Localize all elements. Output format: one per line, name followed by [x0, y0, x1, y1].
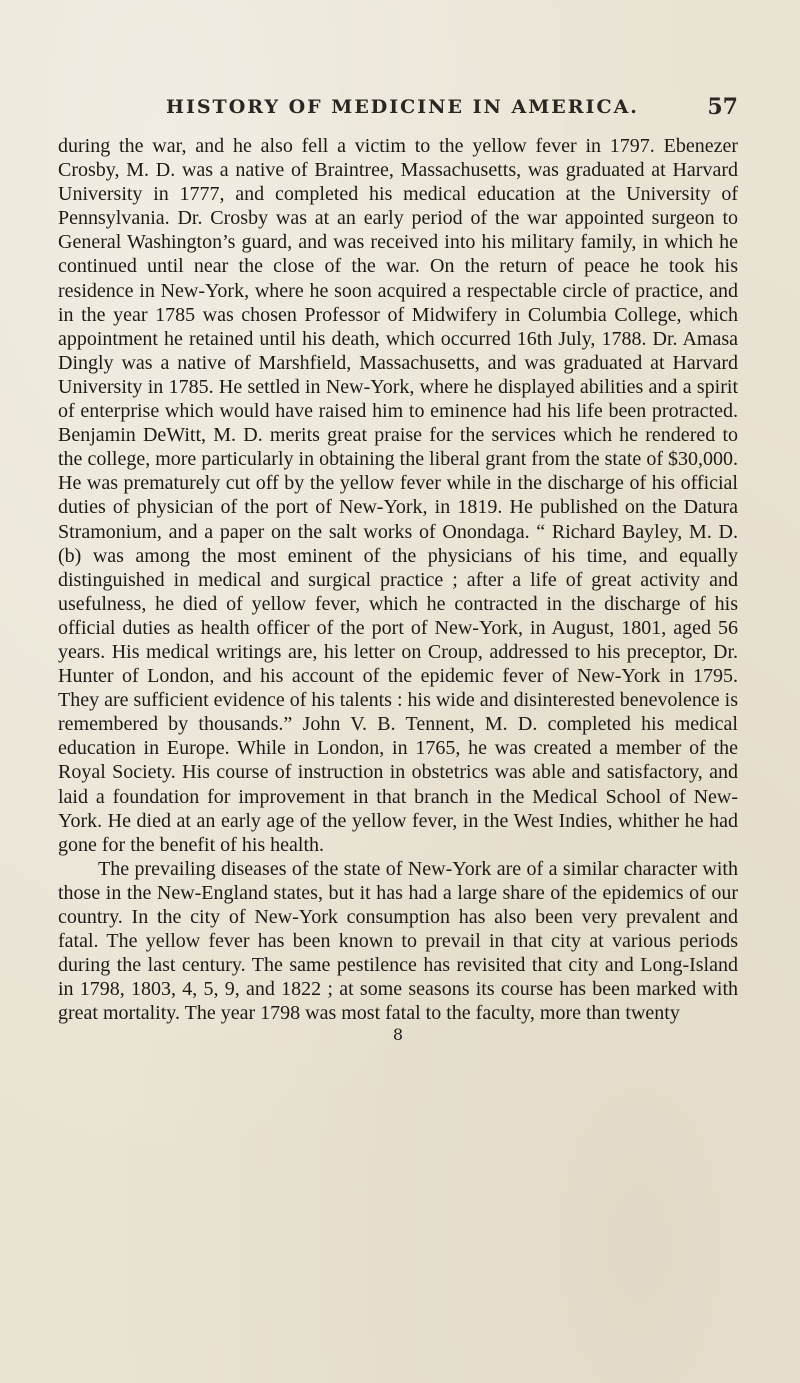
- signature-mark: 8: [392, 1025, 404, 1045]
- paragraph-2: The prevailing diseases of the state of New-York are of a similar character with those in the New-England states, but it has had a large share of the epidemics of our country. In the city of New-York consumption has also been very prevalent and fatal. The yellow fever has been known to prevail in that city at various periods during the last century. The same pestilence has revisited that city and Long-Island in 1798, 1803, 4, 5, 9, and 1822 ; at some seasons its course has been marked with great mortality. The year 1798 was most fatal to the faculty, more than twenty: [58, 857, 738, 1025]
- running-title: HISTORY OF MEDICINE IN AMERICA.: [166, 96, 639, 118]
- body-text: [58, 134, 738, 1044]
- paragraph-1: during the war, and he also fell a victim to the yellow fever in 1797. Ebenezer Crosby, M. D. was a native of Braintree, Massachusetts, was graduated at Harvard University in 1777, and completed his medical education at the University of Pennsylvania. Dr. Crosby was at an early period of the war appointed surgeon to General Washington’s guard, and was received into his military family, in which he continued until near the close of the war. On the return of peace he took his residence in New-York, where he soon acquired a respectable circle of practice, and in the year 1785 was chosen Professor of Midwifery in Columbia College, which appointment he retained until his death, which occurred 16th July, 1788. Dr. Amasa Dingly was a native of Marshfield, Massachusetts, and was graduated at Harvard University in 1785. He settled in New-York, where he displayed abilities and a spirit of enterprise which would have raised him to eminence had his life been protracted. Benjamin DeWitt, M. D. merits great praise for the services which he rendered to the college, more particularly in obtaining the liberal grant from the state of $30,000. He was prematurely cut off by the yellow fever while in the discharge of his official duties of physician of the port of New-York, in 1819. He published on the Datura Stramonium, and a paper on the salt works of Onondaga. “ Richard Bayley, M. D. (b) was among the most eminent of the physicians of his time, and equally distinguished in medical and surgical practice ; after a life of great activity and usefulness, he died of yellow fever, which he contracted in the discharge of his official duties as health officer of the port of New-York, in August, 1801, aged 56 years. His medical writings are, his letter on Croup, addressed to his preceptor, Dr. Hunter of London, and his account of the epidemic fever of New-York in 1795. They are sufficient evidence of his talents : his wide and disinterested benevolence is remembered by thousands.” John V. B. Tennent, M. D. completed his medical education in Europe. While in London, in 1765, he was created a member of the Royal Society. His course of instruction in obstetrics was able and satisfactory, and laid a foundation for improvement in that branch in the Medical School of New-York. He died at an early age of the yellow fever, in the West Indies, whither he had gone for the benefit of his health.: [58, 135, 738, 856]
- book-page: [58, 92, 738, 1044]
- page-number: 57: [707, 94, 738, 120]
- running-head: [58, 92, 738, 126]
